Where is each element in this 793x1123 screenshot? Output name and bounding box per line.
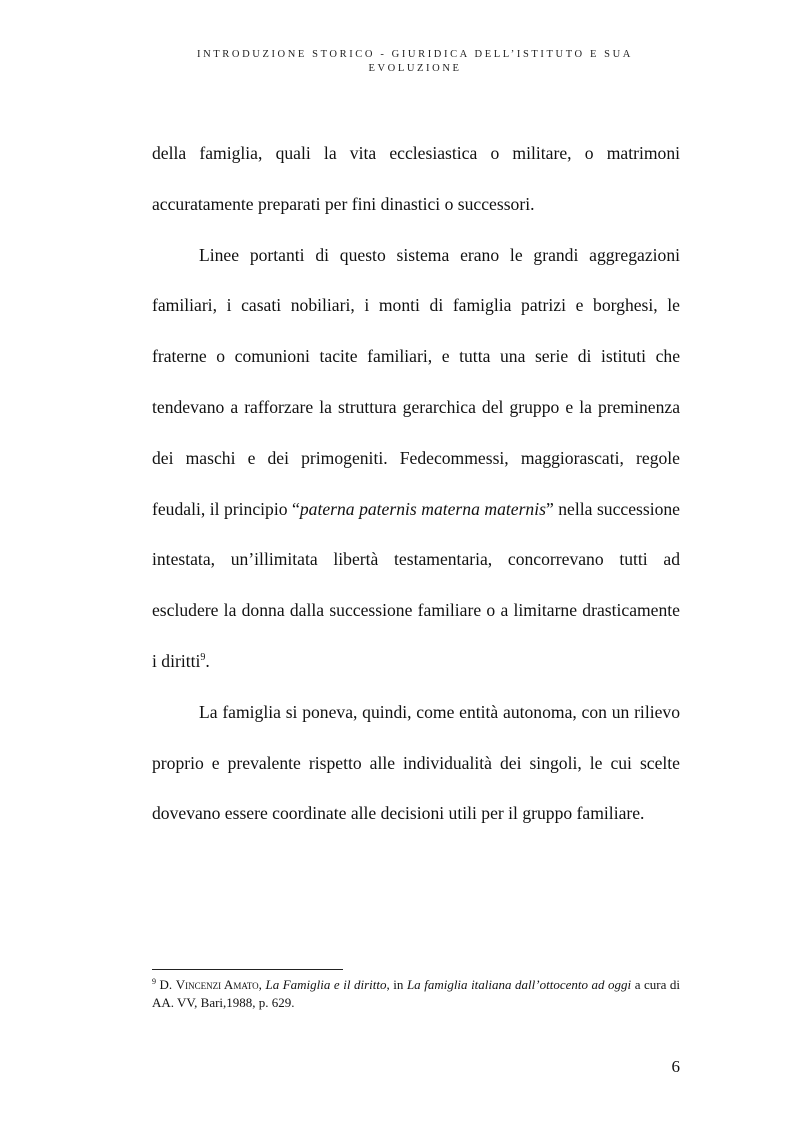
running-head-line-1: INTRODUZIONE STORICO - GIURIDICA DELL’ISTITUTO E SUA [197, 49, 633, 60]
running-head-line-2: EVOLUZIONE [368, 63, 462, 74]
paragraph-2-end: . [205, 650, 210, 671]
footnote-book: La famiglia italiana dall’ottocento ad oggi [406, 977, 632, 992]
footnote-author-name: Vincenzi Amato [175, 977, 259, 992]
body-text [152, 128, 680, 839]
footnote-sep: , [258, 977, 266, 992]
footnote-in: , in [386, 977, 407, 992]
footnote-reference[interactable]: 9 [200, 651, 206, 663]
paragraph-2-text-b: ” nella successione intestata, un’illimitata libertà testamentaria, concorrevano tutti ad escludere la donna dalla successione familiare o a limitarne drasticamente i diritti [152, 498, 680, 671]
footnote-separator [152, 969, 343, 970]
page-number: 6 [671, 1057, 680, 1076]
paragraph-2 [152, 230, 680, 687]
running-head [150, 48, 680, 76]
paragraph-2-text-a: Linee portanti di questo sistema erano le grandi aggregazioni familiari, i casati nobiliari, i monti di famiglia patrizi e borghesi, le fraterne o comunioni tacite familiari, e tutta una serie di istituti che tendevano a rafforzare la struttura gerarchica del gruppo e la preminenza dei maschi e dei primogeniti. Fedecommessi, maggiorascati, regole feudali, il principio “ [152, 244, 680, 519]
footnote-rest: a cura di AA. VV, Bari,1988, p. 629. [152, 977, 681, 1010]
latin-maxim: paterna paternis materna maternis [299, 498, 546, 519]
paragraph-3: La famiglia si poneva, quindi, come entità autonoma, con un rilievo proprio e prevalente rispetto alle individualità dei singoli, le cui scelte dovevano essere coordinate alle decisioni utili per il gruppo familiare. [152, 701, 680, 824]
footnote [152, 976, 680, 1012]
paragraph-1: della famiglia, quali la vita ecclesiastica o militare, o matrimoni accuratamente preparati per fini dinastici o successori. [152, 143, 680, 214]
footnote-author-initial: D. [159, 977, 176, 992]
footnote-number: 9 [152, 977, 156, 986]
footnote-title: La Famiglia e il diritto [265, 977, 387, 992]
